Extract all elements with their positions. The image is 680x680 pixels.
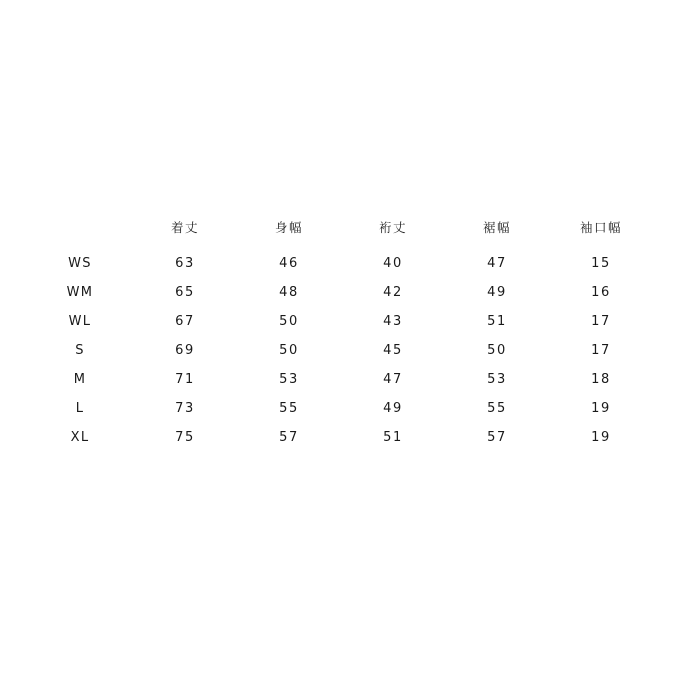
table-row — [20, 307, 660, 336]
size-table — [20, 205, 660, 452]
cell-value: 45 — [383, 343, 403, 358]
cell-value: 71 — [175, 372, 195, 387]
table-row — [20, 394, 660, 423]
cell-value: 40 — [383, 256, 403, 271]
table-row — [20, 423, 660, 452]
row-header-size: WS — [68, 256, 92, 271]
cell-value: 16 — [591, 285, 611, 300]
cell-value: 15 — [591, 256, 611, 271]
cell-value: 19 — [591, 401, 611, 416]
cell-value: 18 — [591, 372, 611, 387]
column-header-yukitake: 裄丈 — [378, 220, 407, 235]
cell-value: 42 — [383, 285, 403, 300]
cell-value: 67 — [175, 314, 195, 329]
cell-value: 50 — [279, 343, 299, 358]
cell-value: 75 — [175, 430, 195, 445]
cell-value: 49 — [383, 401, 403, 416]
table-row — [20, 278, 660, 307]
cell-value: 51 — [383, 430, 403, 445]
cell-value: 43 — [383, 314, 403, 329]
cell-value: 49 — [487, 285, 507, 300]
cell-value: 57 — [279, 430, 299, 445]
cell-value: 47 — [487, 256, 507, 271]
cell-value: 53 — [487, 372, 507, 387]
row-header-size: S — [75, 343, 85, 358]
cell-value: 55 — [487, 401, 507, 416]
table-row — [20, 336, 660, 365]
cell-value: 48 — [279, 285, 299, 300]
table-header-row — [20, 205, 660, 249]
cell-value: 53 — [279, 372, 299, 387]
row-header-size: XL — [70, 430, 90, 445]
table-row — [20, 365, 660, 394]
cell-value: 69 — [175, 343, 195, 358]
column-header-kitake: 着丈 — [170, 220, 199, 235]
cell-value: 73 — [175, 401, 195, 416]
cell-value: 17 — [591, 343, 611, 358]
cell-value: 17 — [591, 314, 611, 329]
cell-value: 57 — [487, 430, 507, 445]
cell-value: 65 — [175, 285, 195, 300]
cell-value: 63 — [175, 256, 195, 271]
column-header-mihaba: 身幅 — [274, 220, 303, 235]
row-header-size: WM — [66, 285, 94, 300]
size-table-container — [0, 205, 680, 452]
row-header-size: M — [73, 372, 87, 387]
cell-value: 51 — [487, 314, 507, 329]
column-header-susohaba: 裾幅 — [482, 220, 511, 235]
row-header-size: WL — [68, 314, 92, 329]
cell-value: 50 — [279, 314, 299, 329]
size-table-body — [20, 249, 660, 452]
table-corner-cell — [20, 205, 140, 249]
cell-value: 46 — [279, 256, 299, 271]
row-header-size: L — [75, 401, 85, 416]
cell-value: 50 — [487, 343, 507, 358]
cell-value: 19 — [591, 430, 611, 445]
column-header-sodeguchihaba: 袖口幅 — [579, 220, 622, 235]
table-row — [20, 249, 660, 278]
cell-value: 55 — [279, 401, 299, 416]
cell-value: 47 — [383, 372, 403, 387]
size-table-head — [20, 205, 660, 249]
